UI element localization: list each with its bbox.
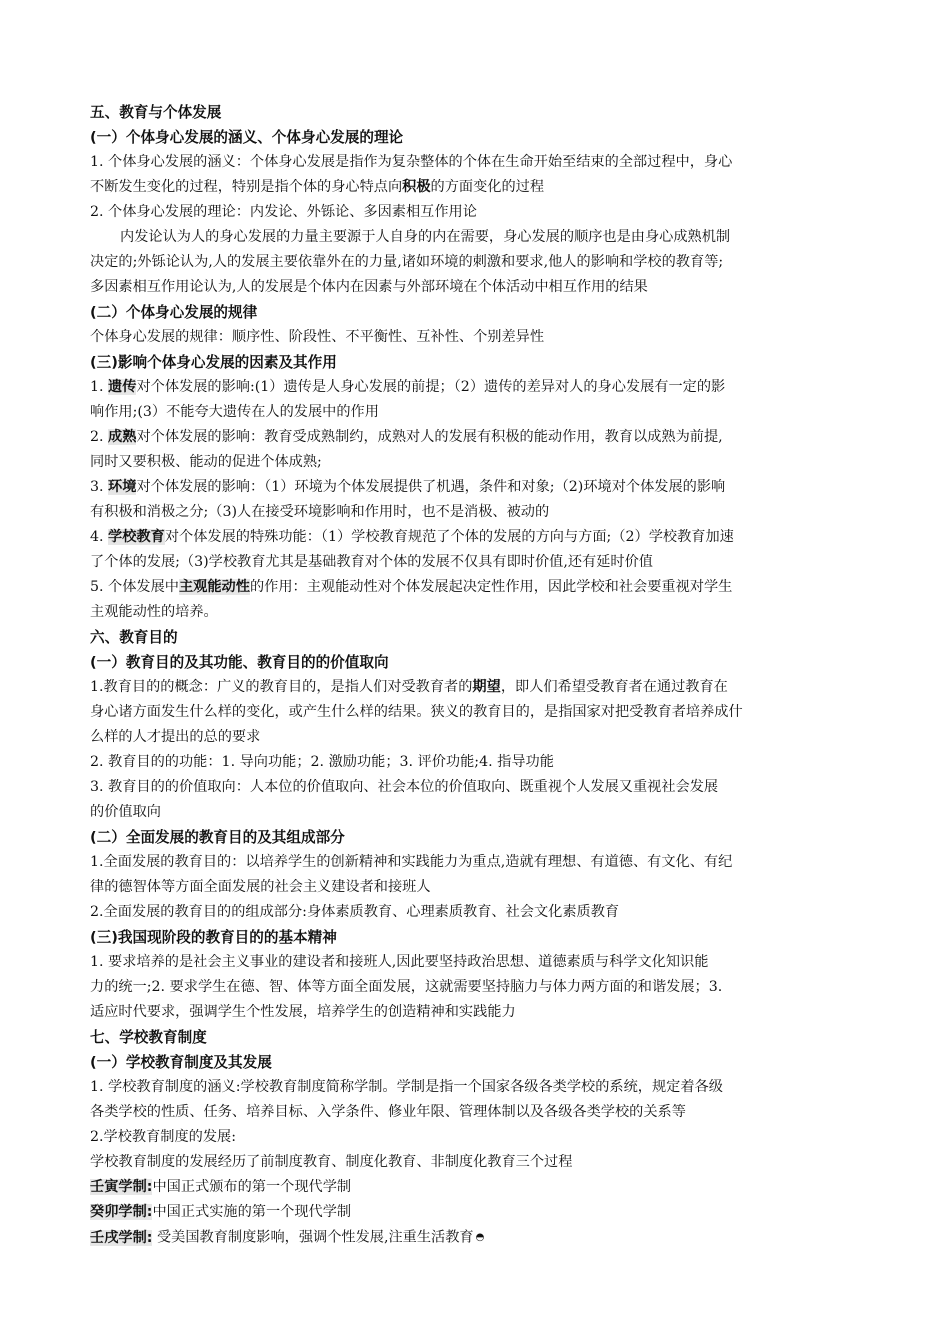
paragraph-line: 1. 个体身心发展的涵义：个体身心发展是指作为复杂整体的个体在生命开始至结束的全部过程中，身心 [90,154,733,170]
end-mark-icon: ◓ [475,1232,485,1243]
paragraph-line: 么样的人才提出的总的要求 [90,729,261,745]
section-6-2-title: (二）全面发展的教育目的及其组成部分 [90,829,345,846]
highlighted-keyword: 壬寅学制: [90,1179,153,1195]
paragraph-line: 5. 个体发展中主观能动性的作用：主观能动性对个体发展起决定性作用，因此学校和社会要重视对学生 [90,579,733,595]
paragraph-line: 1.教育目的的概念：广义的教育目的，是指人们对受教育者的期望，即人们希望受教育者在通过教育在 [90,679,728,695]
section-5-2-title: (二）个体身心发展的规律 [90,304,258,321]
section-6-1-title: (一）教育目的及其功能、教育目的的价值取向 [90,654,389,671]
paragraph-line: 1. 遗传对个体发展的影响:(1）遗传是人身心发展的前提；（2）遗传的差异对人的身心发展有一定的影 [90,379,726,395]
paragraph-line: 适应时代要求，强调学生个性发展，培养学生的创造精神和实践能力 [90,1004,516,1020]
paragraph-line: 响作用;(3）不能夸大遗传在人的发展中的作用 [90,404,379,420]
section-6-3-title: (三)我国现阶段的教育目的的基本精神 [90,929,337,946]
section-5-title: 五、教育与个体发展 [90,104,222,121]
paragraph-line: 主观能动性的培养。 [90,604,218,620]
highlighted-keyword: 环境 [108,479,137,495]
highlighted-keyword: 学校教育 [108,529,165,545]
paragraph-line: 律的德智体等方面全面发展的社会主义建设者和接班人 [90,879,431,895]
section-7-title: 七、学校教育制度 [90,1029,207,1046]
paragraph-line: 2.学校教育制度的发展: [90,1129,237,1145]
paragraph-line: 多因素相互作用论认为,人的发展是个体内在因素与外部环境在个体活动中相互作用的结果 [90,279,648,295]
bold-keyword: 期望 [472,679,501,695]
paragraph-line: 各类学校的性质、任务、培养目标、入学条件、修业年限、管理体制以及各级各类学校的关系等 [90,1104,686,1120]
paragraph-line: 力的统一;2. 要求学生在德、智、体等方面全面发展，这就需要坚持脑力与体力两方面的和谐发展；3. [90,979,723,995]
highlighted-keyword: 成熟 [108,429,137,445]
paragraph-line: 同时又要积极、能动的促进个体成熟; [90,454,322,470]
school-system-item: 癸卯学制:中国正式实施的第一个现代学制 [90,1204,352,1220]
paragraph-line: 2. 教育目的的功能：1. 导向功能；2. 激励功能；3. 评价功能;4. 指导功能 [90,754,554,770]
highlighted-keyword: 遗传 [108,379,137,395]
paragraph-line: 有积极和消极之分;（3)人在接受环境影响和作用时，也不是消极、被动的 [90,504,550,520]
paragraph-line: 个体身心发展的规律：顺序性、阶段性、不平衡性、互补性、个别差异性 [90,329,545,345]
paragraph-line: 1.全面发展的教育目的：以培养学生的创新精神和实践能力为重点,造就有理想、有道德、有文化、有纪 [90,854,733,870]
paragraph-line: 学校教育制度的发展经历了前制度教育、制度化教育、非制度化教育三个过程 [90,1154,573,1170]
highlighted-keyword: 癸卯学制: [90,1204,153,1220]
section-7-1-title: (一）学校教育制度及其发展 [90,1054,272,1071]
paragraph-line: 了个体的发展;（3)学校教育尤其是基础教育对个体的发展不仅具有即时价值,还有延时价值 [90,554,653,570]
school-system-item: 壬戌学制: 受美国教育制度影响，强调个性发展,注重生活教育 ◓ [90,1229,485,1246]
paragraph-line: 2. 成熟对个体发展的影响：教育受成熟制约，成熟对人的发展有积极的能动作用，教育以成熟为前提, [90,429,723,445]
highlighted-keyword: 壬戌学制: [90,1229,153,1246]
paragraph-line: 身心诸方面发生什么样的变化，或产生什么样的结果。狭义的教育目的，是指国家对把受教育者培养成什 [90,704,743,720]
paragraph-line: 决定的;外铄论认为,人的发展主要依靠外在的力量,诸如环境的刺激和要求,他人的影响和学校的教育等; [90,254,724,270]
paragraph-line: 2. 个体身心发展的理论：内发论、外铄论、多因素相互作用论 [90,204,477,220]
document-page [90,100,870,1250]
school-system-item: 壬寅学制:中国正式颁布的第一个现代学制 [90,1179,352,1195]
paragraph-line: 3. 教育目的的价值取向：人本位的价值取向、社会本位的价值取向、既重视个人发展又重视社会发展 [90,779,719,795]
paragraph-line: 内发论认为人的身心发展的力量主要源于人自身的内在需要，身心发展的顺序也是由身心成熟机制 [120,229,731,245]
section-6-title: 六、教育目的 [90,629,178,646]
paragraph-line: 4. 学校教育对个体发展的特殊功能：（1）学校教育规范了个体的发展的方向与方面;（2）学校教育加速 [90,529,734,545]
paragraph-line: 2.全面发展的教育目的的组成部分:身体素质教育、心理素质教育、社会文化素质教育 [90,904,620,920]
section-5-1-title: (一）个体身心发展的涵义、个体身心发展的理论 [90,129,404,146]
paragraph-line: 不断发生变化的过程，特别是指个体的身心特点向积极的方面变化的过程 [90,179,545,195]
paragraph-line: 的价值取向 [90,804,161,820]
paragraph-line: 1. 要求培养的是社会主义事业的建设者和接班人,因此要坚持政治思想、道德素质与科学文化知识能 [90,954,709,970]
section-5-3-title: (三)影响个体身心发展的因素及其作用 [90,354,337,371]
bold-keyword: 积极 [402,179,431,195]
highlighted-keyword: 主观能动性 [178,579,250,595]
paragraph-line: 1. 学校教育制度的涵义:学校教育制度简称学制。学制是指一个国家各级各类学校的系统，规定着各级 [90,1079,723,1095]
paragraph-line: 3. 环境对个体发展的影响：（1）环境为个体发展提供了机遇，条件和对象;（2)环境对个体发展的影响 [90,479,726,495]
